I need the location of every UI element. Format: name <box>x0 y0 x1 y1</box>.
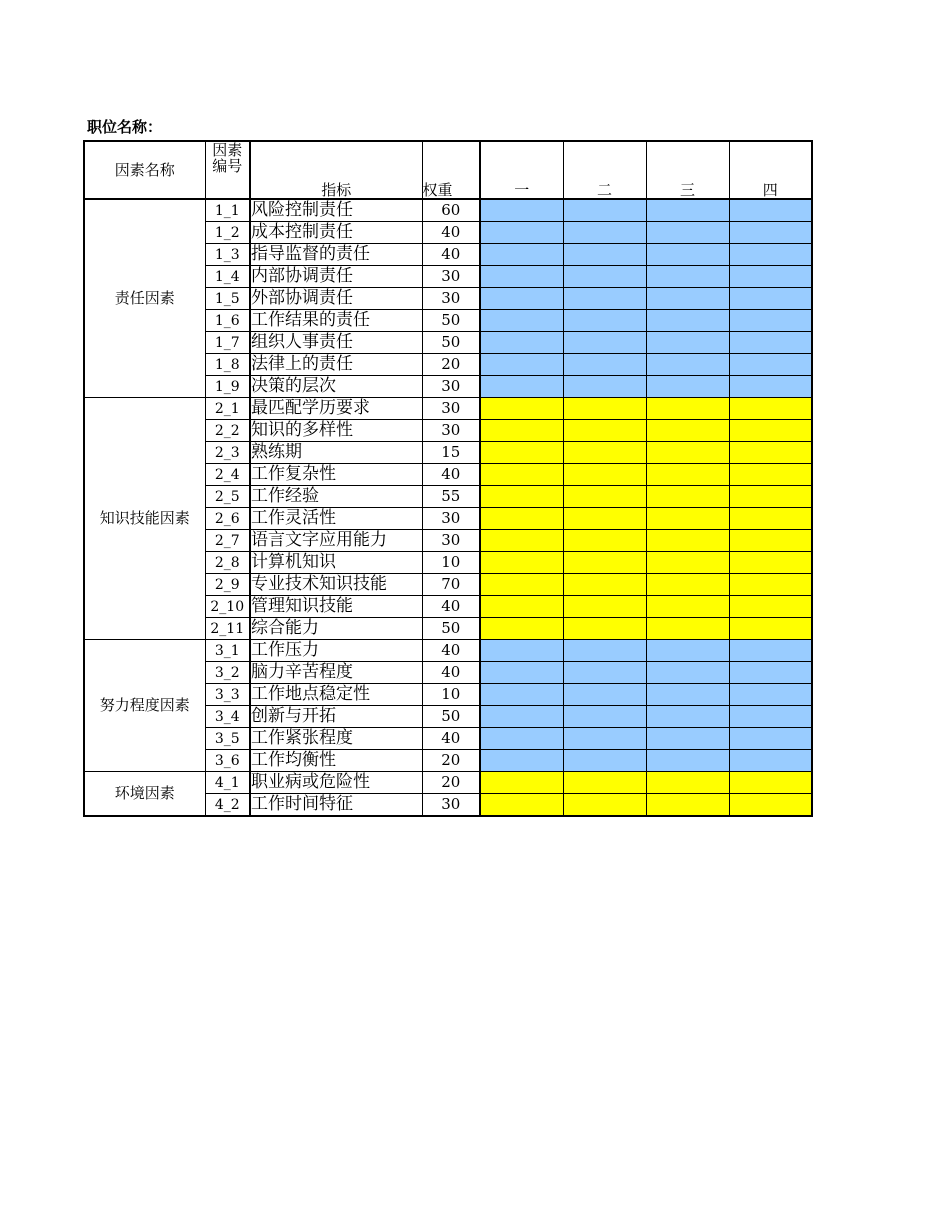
level-4-cell[interactable] <box>729 640 812 662</box>
level-2-cell[interactable] <box>563 420 646 442</box>
level-1-cell[interactable] <box>480 772 563 794</box>
table-row <box>84 199 812 222</box>
level-1-cell[interactable] <box>480 706 563 728</box>
factor-code: 2_11 <box>205 618 250 640</box>
level-3-cell[interactable] <box>646 266 729 288</box>
level-1-cell[interactable] <box>480 794 563 817</box>
weight: 30 <box>422 266 480 288</box>
level-2-cell[interactable] <box>563 772 646 794</box>
level-2-cell[interactable] <box>563 486 646 508</box>
level-4-cell[interactable] <box>729 288 812 310</box>
weight: 40 <box>422 464 480 486</box>
weight: 50 <box>422 706 480 728</box>
indicator: 组织人事责任 <box>250 332 422 354</box>
weight: 40 <box>422 244 480 266</box>
indicator: 创新与开拓 <box>250 706 422 728</box>
level-3-cell[interactable] <box>646 354 729 376</box>
level-2-cell[interactable] <box>563 442 646 464</box>
level-1-cell[interactable] <box>480 750 563 772</box>
level-1-cell[interactable] <box>480 199 563 222</box>
level-3-cell[interactable] <box>646 398 729 420</box>
factor-code: 2_8 <box>205 552 250 574</box>
level-4-cell[interactable] <box>729 398 812 420</box>
factor-code: 1_4 <box>205 266 250 288</box>
level-4-cell[interactable] <box>729 772 812 794</box>
factor-code: 3_1 <box>205 640 250 662</box>
level-4-cell[interactable] <box>729 442 812 464</box>
factor-code: 2_2 <box>205 420 250 442</box>
level-1-cell[interactable] <box>480 266 563 288</box>
indicator: 工作时间特征 <box>250 794 422 817</box>
indicator: 知识的多样性 <box>250 420 422 442</box>
weight: 40 <box>422 222 480 244</box>
indicator: 最匹配学历要求 <box>250 398 422 420</box>
weight: 55 <box>422 486 480 508</box>
indicator: 专业技术知识技能 <box>250 574 422 596</box>
indicator: 脑力辛苦程度 <box>250 662 422 684</box>
level-3-cell[interactable] <box>646 750 729 772</box>
level-2-cell[interactable] <box>563 398 646 420</box>
level-3-cell[interactable] <box>646 420 729 442</box>
factor-code: 2_3 <box>205 442 250 464</box>
level-2-cell[interactable] <box>563 728 646 750</box>
indicator: 工作灵活性 <box>250 508 422 530</box>
factor-group-name: 责任因素 <box>84 199 205 398</box>
indicator: 工作地点稳定性 <box>250 684 422 706</box>
level-4-cell[interactable] <box>729 684 812 706</box>
level-3-cell[interactable] <box>646 244 729 266</box>
weight: 30 <box>422 398 480 420</box>
indicator: 熟练期 <box>250 442 422 464</box>
level-4-cell[interactable] <box>729 376 812 398</box>
table-row <box>84 772 812 794</box>
level-3-cell[interactable] <box>646 794 729 817</box>
level-4-cell[interactable] <box>729 266 812 288</box>
indicator: 决策的层次 <box>250 376 422 398</box>
level-1-cell[interactable] <box>480 486 563 508</box>
weight: 50 <box>422 310 480 332</box>
indicator: 工作压力 <box>250 640 422 662</box>
level-2-cell[interactable] <box>563 244 646 266</box>
level-1-cell[interactable] <box>480 354 563 376</box>
header-level-3: 三 <box>646 141 729 199</box>
factor-code: 2_1 <box>205 398 250 420</box>
level-4-cell[interactable] <box>729 750 812 772</box>
level-4-cell[interactable] <box>729 552 812 574</box>
header-factor-code-label: 因素 编号 <box>212 141 243 175</box>
table-body <box>84 199 812 816</box>
factor-code: 3_4 <box>205 706 250 728</box>
header-row <box>84 141 812 199</box>
level-2-cell[interactable] <box>563 662 646 684</box>
factor-code: 2_6 <box>205 508 250 530</box>
factor-code: 1_8 <box>205 354 250 376</box>
factor-evaluation-table <box>83 140 813 817</box>
weight: 40 <box>422 662 480 684</box>
factor-code: 2_5 <box>205 486 250 508</box>
level-1-cell[interactable] <box>480 376 563 398</box>
indicator: 成本控制责任 <box>250 222 422 244</box>
level-2-cell[interactable] <box>563 354 646 376</box>
level-4-cell[interactable] <box>729 354 812 376</box>
level-3-cell[interactable] <box>646 530 729 552</box>
level-1-cell[interactable] <box>480 662 563 684</box>
factor-code: 2_10 <box>205 596 250 618</box>
level-1-cell[interactable] <box>480 288 563 310</box>
indicator: 外部协调责任 <box>250 288 422 310</box>
header-level-4: 四 <box>729 141 812 199</box>
table-row <box>84 398 812 420</box>
level-2-cell[interactable] <box>563 288 646 310</box>
indicator: 管理知识技能 <box>250 596 422 618</box>
level-4-cell[interactable] <box>729 222 812 244</box>
indicator: 综合能力 <box>250 618 422 640</box>
level-3-cell[interactable] <box>646 464 729 486</box>
level-3-cell[interactable] <box>646 618 729 640</box>
weight: 40 <box>422 728 480 750</box>
level-2-cell[interactable] <box>563 552 646 574</box>
weight: 20 <box>422 354 480 376</box>
level-1-cell[interactable] <box>480 640 563 662</box>
level-2-cell[interactable] <box>563 266 646 288</box>
factor-code: 2_9 <box>205 574 250 596</box>
level-4-cell[interactable] <box>729 618 812 640</box>
header-level-2: 二 <box>563 141 646 199</box>
factor-group-name: 知识技能因素 <box>84 398 205 640</box>
indicator: 工作经验 <box>250 486 422 508</box>
level-3-cell[interactable] <box>646 640 729 662</box>
level-3-cell[interactable] <box>646 574 729 596</box>
level-3-cell[interactable] <box>646 706 729 728</box>
weight: 30 <box>422 376 480 398</box>
factor-code: 1_2 <box>205 222 250 244</box>
weight: 10 <box>422 684 480 706</box>
indicator: 工作紧张程度 <box>250 728 422 750</box>
level-3-cell[interactable] <box>646 310 729 332</box>
level-4-cell[interactable] <box>729 332 812 354</box>
level-1-cell[interactable] <box>480 310 563 332</box>
factor-group-name: 努力程度因素 <box>84 640 205 772</box>
level-4-cell[interactable] <box>729 530 812 552</box>
indicator: 工作复杂性 <box>250 464 422 486</box>
level-1-cell[interactable] <box>480 552 563 574</box>
level-1-cell[interactable] <box>480 398 563 420</box>
level-1-cell[interactable] <box>480 684 563 706</box>
level-4-cell[interactable] <box>729 244 812 266</box>
header-indicator: 指标 <box>250 141 422 199</box>
level-2-cell[interactable] <box>563 706 646 728</box>
indicator: 工作结果的责任 <box>250 310 422 332</box>
factor-code: 3_3 <box>205 684 250 706</box>
header-level-1: 一 <box>480 141 563 199</box>
level-4-cell[interactable] <box>729 464 812 486</box>
level-2-cell[interactable] <box>563 794 646 817</box>
level-4-cell[interactable] <box>729 596 812 618</box>
level-3-cell[interactable] <box>646 662 729 684</box>
level-1-cell[interactable] <box>480 442 563 464</box>
factor-code: 2_7 <box>205 530 250 552</box>
level-3-cell[interactable] <box>646 332 729 354</box>
level-1-cell[interactable] <box>480 244 563 266</box>
header-factor-code <box>205 141 250 199</box>
level-2-cell[interactable] <box>563 640 646 662</box>
weight: 20 <box>422 772 480 794</box>
level-3-cell[interactable] <box>646 772 729 794</box>
indicator: 风险控制责任 <box>250 199 422 222</box>
level-3-cell[interactable] <box>646 288 729 310</box>
level-3-cell[interactable] <box>646 376 729 398</box>
level-1-cell[interactable] <box>480 332 563 354</box>
level-2-cell[interactable] <box>563 574 646 596</box>
level-2-cell[interactable] <box>563 750 646 772</box>
factor-code: 1_6 <box>205 310 250 332</box>
weight: 40 <box>422 596 480 618</box>
factor-code: 3_5 <box>205 728 250 750</box>
level-2-cell[interactable] <box>563 222 646 244</box>
factor-code: 1_3 <box>205 244 250 266</box>
weight: 30 <box>422 530 480 552</box>
factor-group-name: 环境因素 <box>84 772 205 817</box>
level-1-cell[interactable] <box>480 618 563 640</box>
factor-code: 4_2 <box>205 794 250 817</box>
level-4-cell[interactable] <box>729 706 812 728</box>
level-4-cell[interactable] <box>729 486 812 508</box>
level-3-cell[interactable] <box>646 442 729 464</box>
weight: 15 <box>422 442 480 464</box>
factor-code: 1_5 <box>205 288 250 310</box>
level-3-cell[interactable] <box>646 684 729 706</box>
weight: 30 <box>422 288 480 310</box>
weight: 30 <box>422 508 480 530</box>
level-2-cell[interactable] <box>563 596 646 618</box>
indicator: 指导监督的责任 <box>250 244 422 266</box>
weight: 40 <box>422 640 480 662</box>
weight: 30 <box>422 794 480 817</box>
header-factor-name: 因素名称 <box>84 141 205 199</box>
level-3-cell[interactable] <box>646 486 729 508</box>
factor-code: 1_9 <box>205 376 250 398</box>
factor-code: 2_4 <box>205 464 250 486</box>
weight: 20 <box>422 750 480 772</box>
indicator: 计算机知识 <box>250 552 422 574</box>
level-1-cell[interactable] <box>480 728 563 750</box>
page-title: 职位名称： <box>87 118 163 136</box>
level-2-cell[interactable] <box>563 332 646 354</box>
weight: 10 <box>422 552 480 574</box>
level-2-cell[interactable] <box>563 464 646 486</box>
header-weight: 权重 <box>422 141 480 199</box>
table-row <box>84 640 812 662</box>
level-4-cell[interactable] <box>729 728 812 750</box>
factor-code: 1_1 <box>205 199 250 222</box>
level-3-cell[interactable] <box>646 728 729 750</box>
weight: 70 <box>422 574 480 596</box>
level-2-cell[interactable] <box>563 684 646 706</box>
weight: 50 <box>422 332 480 354</box>
level-1-cell[interactable] <box>480 222 563 244</box>
level-1-cell[interactable] <box>480 574 563 596</box>
indicator: 语言文字应用能力 <box>250 530 422 552</box>
level-4-cell[interactable] <box>729 574 812 596</box>
level-4-cell[interactable] <box>729 508 812 530</box>
indicator: 法律上的责任 <box>250 354 422 376</box>
level-2-cell[interactable] <box>563 199 646 222</box>
indicator: 工作均衡性 <box>250 750 422 772</box>
level-1-cell[interactable] <box>480 530 563 552</box>
level-3-cell[interactable] <box>646 508 729 530</box>
factor-code: 1_7 <box>205 332 250 354</box>
level-4-cell[interactable] <box>729 199 812 222</box>
weight: 60 <box>422 199 480 222</box>
indicator: 职业病或危险性 <box>250 772 422 794</box>
level-4-cell[interactable] <box>729 310 812 332</box>
level-1-cell[interactable] <box>480 420 563 442</box>
factor-code: 4_1 <box>205 772 250 794</box>
level-4-cell[interactable] <box>729 794 812 817</box>
level-1-cell[interactable] <box>480 508 563 530</box>
level-3-cell[interactable] <box>646 199 729 222</box>
indicator: 内部协调责任 <box>250 266 422 288</box>
level-2-cell[interactable] <box>563 530 646 552</box>
level-2-cell[interactable] <box>563 508 646 530</box>
factor-code: 3_2 <box>205 662 250 684</box>
weight: 50 <box>422 618 480 640</box>
level-3-cell[interactable] <box>646 552 729 574</box>
level-3-cell[interactable] <box>646 596 729 618</box>
level-3-cell[interactable] <box>646 222 729 244</box>
factor-code: 3_6 <box>205 750 250 772</box>
level-4-cell[interactable] <box>729 420 812 442</box>
weight: 30 <box>422 420 480 442</box>
level-1-cell[interactable] <box>480 596 563 618</box>
level-2-cell[interactable] <box>563 310 646 332</box>
level-4-cell[interactable] <box>729 662 812 684</box>
level-2-cell[interactable] <box>563 618 646 640</box>
level-2-cell[interactable] <box>563 376 646 398</box>
level-1-cell[interactable] <box>480 464 563 486</box>
